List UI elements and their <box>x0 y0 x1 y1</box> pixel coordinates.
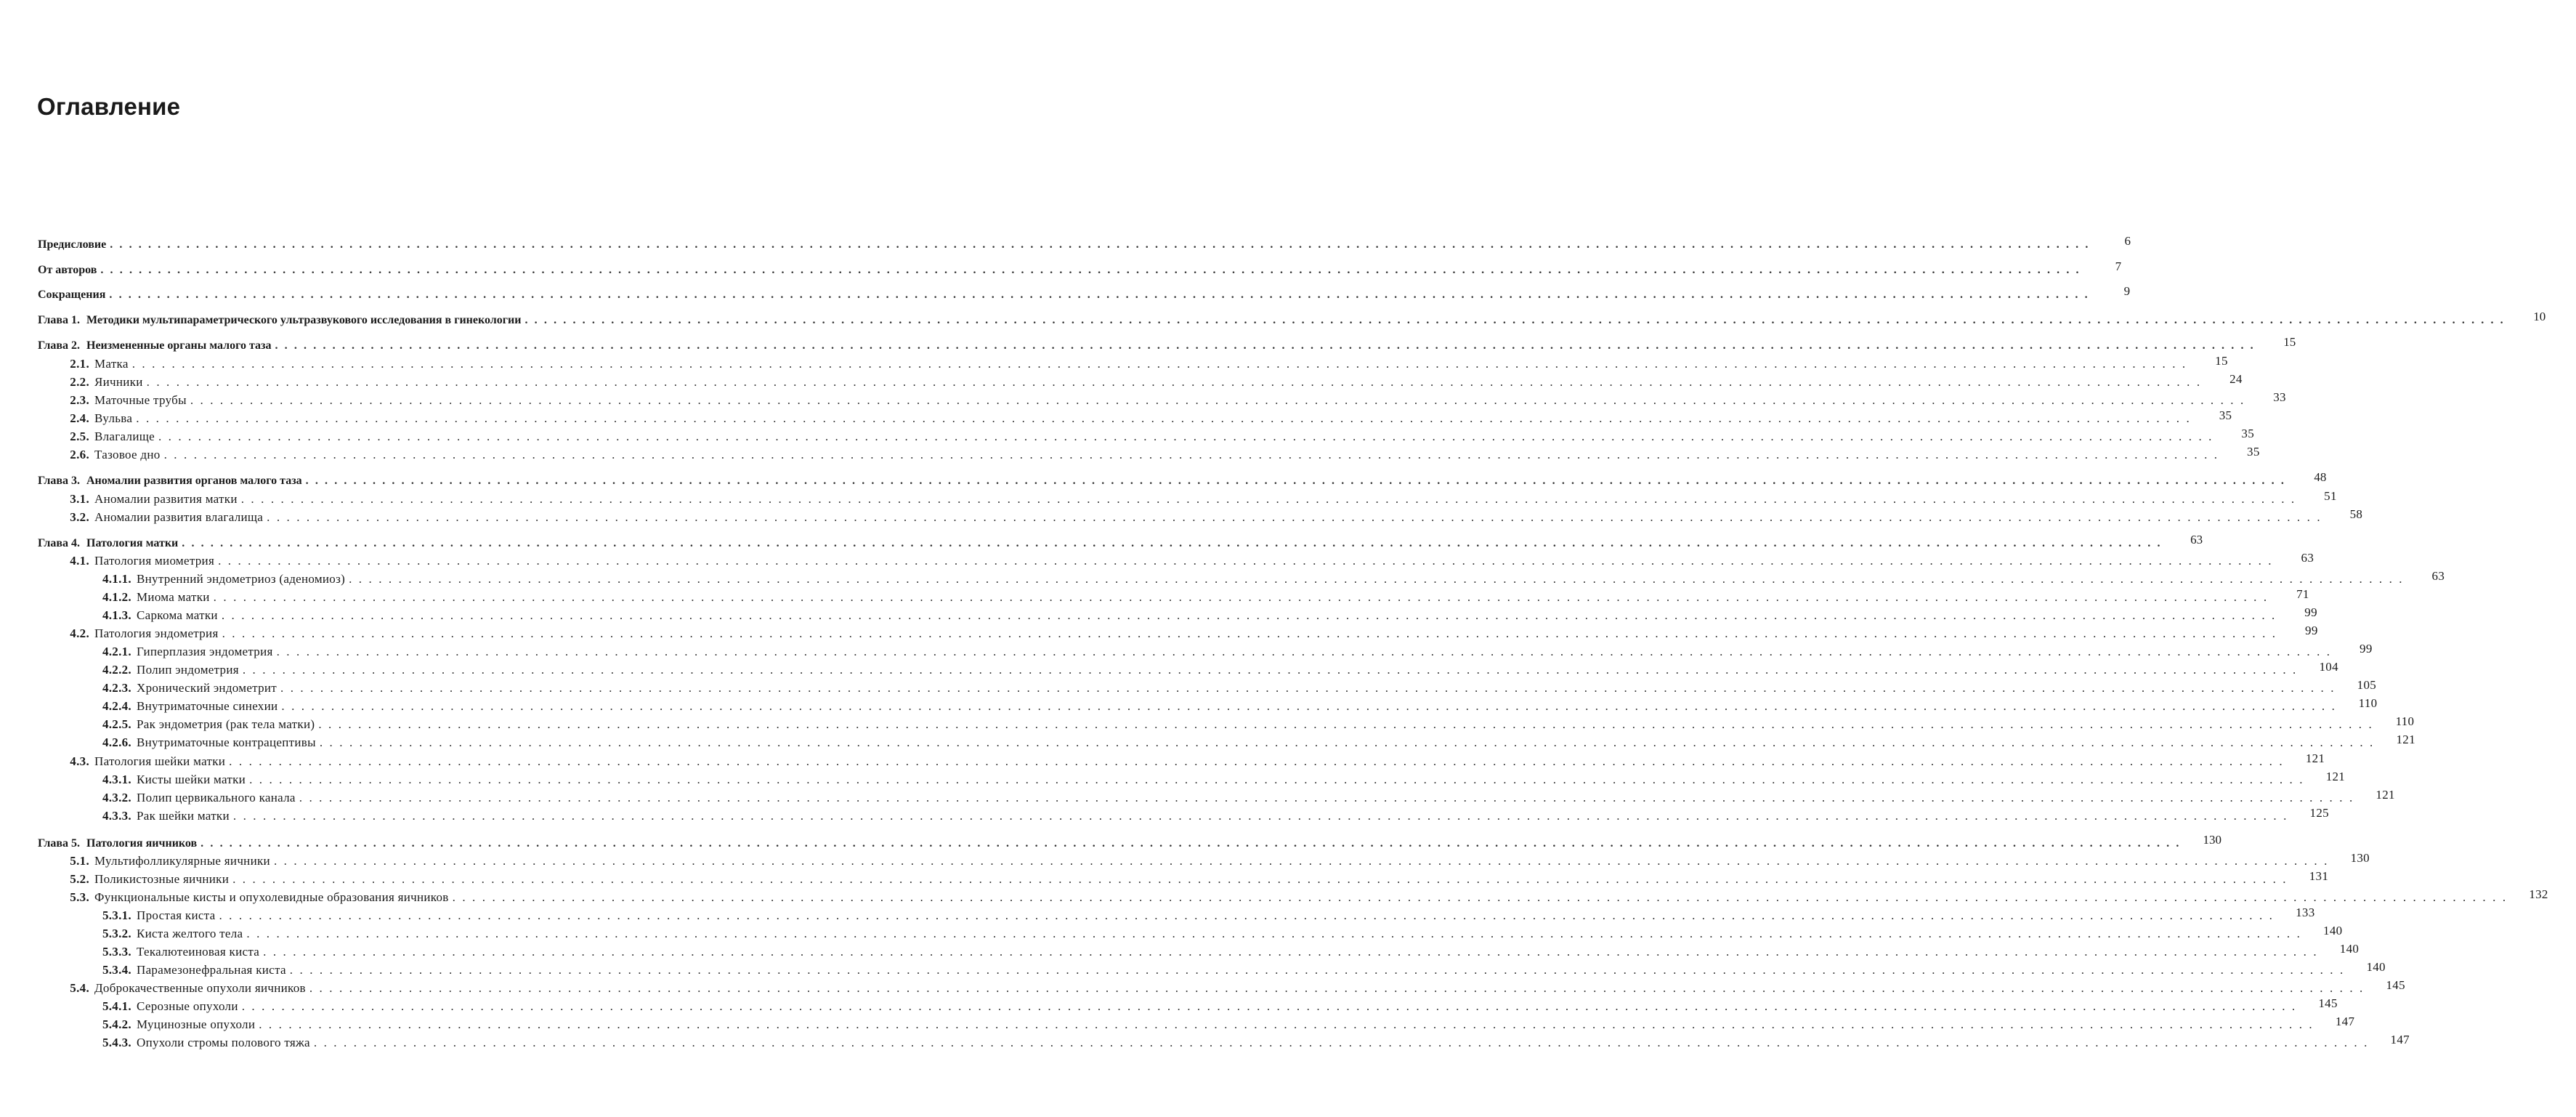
toc-entry-number: 5.2. <box>70 872 89 886</box>
toc-entry-number: 5.3.2. <box>102 927 131 940</box>
toc-page-number: 140 <box>2366 960 2386 974</box>
toc-entry-number: 4.2.5. <box>102 717 131 731</box>
toc-leader-dots <box>524 314 2505 327</box>
toc-entry-number: 4.2.2. <box>102 663 131 677</box>
toc-entry-title: Тазовое дно <box>94 448 161 461</box>
toc-entry-title: Аномалии развития матки <box>94 492 238 506</box>
toc-page-number: 9 <box>2123 284 2131 298</box>
toc-page-number: 24 <box>2229 372 2243 386</box>
toc-leader-dots <box>232 872 2288 887</box>
toc-page-number: 110 <box>2358 696 2378 710</box>
toc-entry <box>0 507 2363 525</box>
toc-entry-number: Глава 3. <box>38 475 80 487</box>
toc-page-number: 15 <box>2283 335 2296 349</box>
toc-page-number: 35 <box>2219 408 2232 422</box>
toc-leader-dots <box>263 945 2318 959</box>
toc-entry <box>0 1015 2355 1032</box>
toc-entry <box>0 354 2228 371</box>
toc-entry-title: Патология эндометрия <box>94 626 219 640</box>
toc-entry-number: Глава 4. <box>38 537 80 549</box>
toc-page-number: 147 <box>2335 1015 2355 1028</box>
toc-entry <box>0 996 2338 1014</box>
toc-leader-dots <box>218 554 2273 568</box>
toc-page-number: 132 <box>2529 887 2548 901</box>
toc-entry <box>0 714 2415 732</box>
toc-leader-dots <box>314 1036 2369 1050</box>
toc-entry-number: 4.3.3. <box>102 809 131 823</box>
toc-entry <box>0 372 2243 390</box>
toc-entry-number: 5.3. <box>70 890 89 904</box>
toc-entry <box>0 284 2131 302</box>
toc-entry-number: 4.2. <box>70 626 89 640</box>
toc-leader-dots <box>100 264 2081 277</box>
toc-entry <box>0 733 2415 750</box>
toc-entry-number: 2.1. <box>70 357 89 371</box>
toc-leader-dots <box>267 510 2322 525</box>
toc-page-number: 63 <box>2190 533 2203 547</box>
toc-entry-number: 5.4.2. <box>102 1017 131 1031</box>
toc-entry-title: Влагалище <box>94 430 155 443</box>
toc-entry <box>0 551 2314 568</box>
toc-entry-number: 5.4.1. <box>102 999 131 1013</box>
toc-page-number: 130 <box>2203 833 2221 847</box>
toc-entry <box>0 678 2377 695</box>
toc-leader-dots <box>280 681 2336 695</box>
toc-entry-number: Глава 5. <box>38 837 80 850</box>
toc-entry <box>0 751 2325 769</box>
toc-leader-dots <box>164 448 2219 462</box>
toc-entry-title: Текалютеиновая киста <box>137 945 260 959</box>
toc-entry <box>0 806 2329 823</box>
toc-page-number: 110 <box>2395 714 2415 728</box>
toc-entry-number: 4.1. <box>70 554 89 568</box>
toc-entry-title: Рак шейки матки <box>137 809 230 823</box>
toc-entry-title: Патология яичников <box>86 837 198 850</box>
toc-entry-number: 2.4. <box>70 411 89 425</box>
toc-leader-dots <box>309 981 2365 996</box>
toc-page-number: 7 <box>2115 259 2122 273</box>
toc-leader-dots <box>214 590 2269 605</box>
toc-entry-title: Опухоли стромы полового тяжа <box>137 1036 310 1049</box>
toc-page-number: 125 <box>2309 806 2329 820</box>
toc-page-number: 104 <box>2319 660 2338 674</box>
toc-entry-title: Вульва <box>94 411 133 425</box>
toc-entry <box>0 335 2296 352</box>
toc-entry-number: 4.1.3. <box>102 608 131 622</box>
toc-entry <box>0 259 2122 277</box>
toc-page-number: 33 <box>2273 390 2286 404</box>
toc-entry-title: Миома матки <box>137 590 210 604</box>
toc-entry-title: Полип цервикального канала <box>137 791 296 805</box>
toc-page-number: 10 <box>2533 310 2546 323</box>
toc-entry-number: 4.3.2. <box>102 791 131 805</box>
toc-entry-title: Матка <box>94 357 129 371</box>
toc-page-number: 145 <box>2318 996 2338 1010</box>
toc-leader-dots <box>136 411 2191 426</box>
toc-entry-number: 4.2.6. <box>102 735 131 749</box>
toc-entry-title: Яичники <box>94 375 143 389</box>
toc-entry-number: 2.3. <box>70 393 89 407</box>
toc-entry-title: Полип эндометрия <box>137 663 239 677</box>
toc-page-number: 121 <box>2396 733 2415 746</box>
toc-entry <box>0 390 2286 408</box>
toc-entry <box>0 978 2405 996</box>
toc-entry-title: Парамезонефральная киста <box>137 963 286 977</box>
toc-entry-number: 2.5. <box>70 430 89 443</box>
toc-entry-title: Маточные трубы <box>94 393 187 407</box>
toc-leader-dots <box>241 492 2296 507</box>
toc-entry-title: Поликистозные яичники <box>94 872 230 886</box>
toc-page-number: 99 <box>2360 642 2373 656</box>
toc-entry-title: Доброкачественные опухоли яичников <box>94 981 306 995</box>
toc-leader-dots <box>306 475 2286 488</box>
toc-entry <box>0 605 2317 623</box>
toc-entry-title: Рак эндометрия (рак тела матки) <box>137 717 315 731</box>
toc-entry-number: 5.4. <box>70 981 89 995</box>
toc-leader-dots <box>281 699 2336 714</box>
toc-leader-dots <box>233 809 2288 823</box>
toc-page-number: 63 <box>2431 569 2445 583</box>
toc-leader-dots <box>453 890 2508 905</box>
toc-page-number: 99 <box>2304 605 2317 619</box>
toc-entry-number: 3.2. <box>70 510 89 524</box>
toc-entry-number: 4.2.4. <box>102 699 131 713</box>
toc-entry <box>0 833 2221 850</box>
toc-leader-dots <box>132 357 2187 371</box>
toc-entry <box>0 234 2131 251</box>
toc-entry <box>0 624 2318 641</box>
toc-entry <box>0 1033 2410 1050</box>
toc-entry-title: Патология миометрия <box>94 554 215 568</box>
toc-entry-title: Серозные опухоли <box>137 999 238 1013</box>
toc-entry-number: 5.1. <box>70 854 89 868</box>
toc-entry <box>0 660 2338 677</box>
toc-entry <box>0 587 2309 605</box>
toc-entry <box>0 408 2232 426</box>
toc-page-number: 58 <box>2349 507 2363 521</box>
toc-entry-title: От авторов <box>38 264 97 276</box>
toc-entry <box>0 445 2260 462</box>
toc-leader-dots <box>249 773 2304 787</box>
toc-leader-dots <box>229 754 2284 769</box>
toc-entry-number: 4.1.2. <box>102 590 131 604</box>
toc-entry <box>0 470 2327 488</box>
toc-entry <box>0 696 2378 714</box>
toc-entry-number: 5.3.1. <box>102 908 131 922</box>
toc-leader-dots <box>219 908 2274 923</box>
toc-entry-title: Мультифолликулярные яичники <box>94 854 270 868</box>
toc-entry-number: 4.2.3. <box>102 681 131 695</box>
toc-entry-title: Аномалии развития органов малого таза <box>86 475 302 487</box>
toc-leader-dots <box>246 927 2301 941</box>
toc-page-number: 99 <box>2305 624 2318 637</box>
toc-page-number: 145 <box>2386 978 2405 992</box>
toc-entry-title: Патология матки <box>86 537 179 549</box>
toc-entry <box>0 851 2370 868</box>
toc-entry <box>0 906 2315 923</box>
toc-leader-dots <box>182 537 2162 550</box>
toc-entry <box>0 310 2546 327</box>
toc-entry <box>0 788 2395 805</box>
toc-entry-title: Методики мультипараметрического ультразвукового исследования в гинекологии <box>86 314 522 326</box>
toc-entry-title: Патология шейки матки <box>94 754 226 768</box>
toc-page-number: 6 <box>2124 234 2131 248</box>
toc-leader-dots <box>274 854 2329 868</box>
toc-page-number: 140 <box>2323 924 2343 937</box>
toc-page-number: 63 <box>2301 551 2314 565</box>
toc-entry <box>0 869 2329 887</box>
toc-page-number: 121 <box>2375 788 2395 802</box>
toc-leader-dots <box>158 430 2214 444</box>
toc-entry-title: Внутриматочные синехии <box>137 699 278 713</box>
toc-entry-title: Муцинозные опухоли <box>137 1017 256 1031</box>
toc-leader-dots <box>147 375 2202 390</box>
toc-page-number: 133 <box>2296 906 2315 919</box>
toc-entry <box>0 489 2337 507</box>
toc-entry <box>0 642 2373 659</box>
toc-leader-dots <box>109 289 2089 302</box>
toc-page-number: 105 <box>2357 678 2377 692</box>
toc-page-number: 48 <box>2314 470 2327 484</box>
toc-entry-title: Функциональные кисты и опухолевидные образования яичников <box>94 890 449 904</box>
toc-leader-dots <box>190 393 2245 408</box>
toc-entry-title: Сокращения <box>38 289 106 301</box>
toc-entry-number: 4.3.1. <box>102 773 131 786</box>
toc-leader-dots <box>110 238 2090 251</box>
toc-entry-number: 5.3.4. <box>102 963 131 977</box>
toc-page-number: 140 <box>2339 942 2360 956</box>
toc-entry <box>0 960 2386 977</box>
toc-entry-number: 3.1. <box>70 492 89 506</box>
toc-entry-title: Хронический эндометрит <box>137 681 278 695</box>
toc-entry-title: Гиперплазия эндометрия <box>137 645 273 658</box>
toc-leader-dots <box>222 626 2277 641</box>
toc-leader-dots <box>222 608 2277 623</box>
toc-leader-dots <box>320 735 2375 750</box>
toc-leader-dots <box>201 837 2181 850</box>
toc-leader-dots <box>349 572 2404 586</box>
toc-entry-title: Саркома матки <box>137 608 218 622</box>
toc-entry-number: 4.2.1. <box>102 645 131 658</box>
toc-leader-dots <box>259 1017 2314 1032</box>
toc-leader-dots <box>275 339 2255 352</box>
toc-leader-dots <box>243 663 2298 677</box>
toc-entry <box>0 427 2254 444</box>
toc-entry <box>0 887 2548 905</box>
toc-entry-number: 5.4.3. <box>102 1036 131 1049</box>
toc-entry-title: Внутренний эндометриоз (аденомиоз) <box>137 572 346 586</box>
toc-entry <box>0 533 2203 550</box>
toc-entry-title: Аномалии развития влагалища <box>94 510 264 524</box>
toc-entry-title: Неизмененные органы малого таза <box>86 339 272 352</box>
toc-page-number: 15 <box>2215 354 2228 368</box>
toc-page-number: 71 <box>2296 587 2309 601</box>
page-title: Оглавление <box>37 93 181 120</box>
toc-page-number: 51 <box>2324 489 2337 503</box>
toc-page-number: 147 <box>2390 1033 2410 1047</box>
toc-page-number: 35 <box>2247 445 2260 459</box>
toc-entry-number: Глава 1. <box>38 314 80 326</box>
toc-entry <box>0 942 2360 959</box>
toc-leader-dots <box>242 999 2297 1014</box>
toc-entry-title: Кисты шейки матки <box>137 773 246 786</box>
toc-entry-number: 4.1.1. <box>102 572 131 586</box>
toc-page-number: 121 <box>2325 770 2346 783</box>
toc-entry-number: 5.3.3. <box>102 945 131 959</box>
toc-entry <box>0 569 2445 586</box>
toc-entry-title: Киста желтого тела <box>137 927 243 940</box>
toc-page-number: 131 <box>2309 869 2329 883</box>
toc-entry-title: Предисловие <box>38 238 107 251</box>
toc-page-number: 130 <box>2350 851 2370 865</box>
toc-entry-number: Глава 2. <box>38 339 80 352</box>
toc-entry-title: Простая киста <box>137 908 216 922</box>
toc-page-number: 121 <box>2305 751 2325 765</box>
toc-entry-title: Внутриматочные контрацептивы <box>137 735 316 749</box>
toc-leader-dots <box>318 717 2373 732</box>
toc-entry <box>0 770 2346 787</box>
toc-leader-dots <box>290 963 2345 977</box>
toc-page-number: 35 <box>2241 427 2254 440</box>
toc-entry-number: 2.2. <box>70 375 89 389</box>
toc-leader-dots <box>299 791 2354 805</box>
toc-leader-dots <box>277 645 2332 659</box>
toc-entry <box>0 924 2343 941</box>
toc-entry-number: 4.3. <box>70 754 89 768</box>
toc-entry-number: 2.6. <box>70 448 89 461</box>
